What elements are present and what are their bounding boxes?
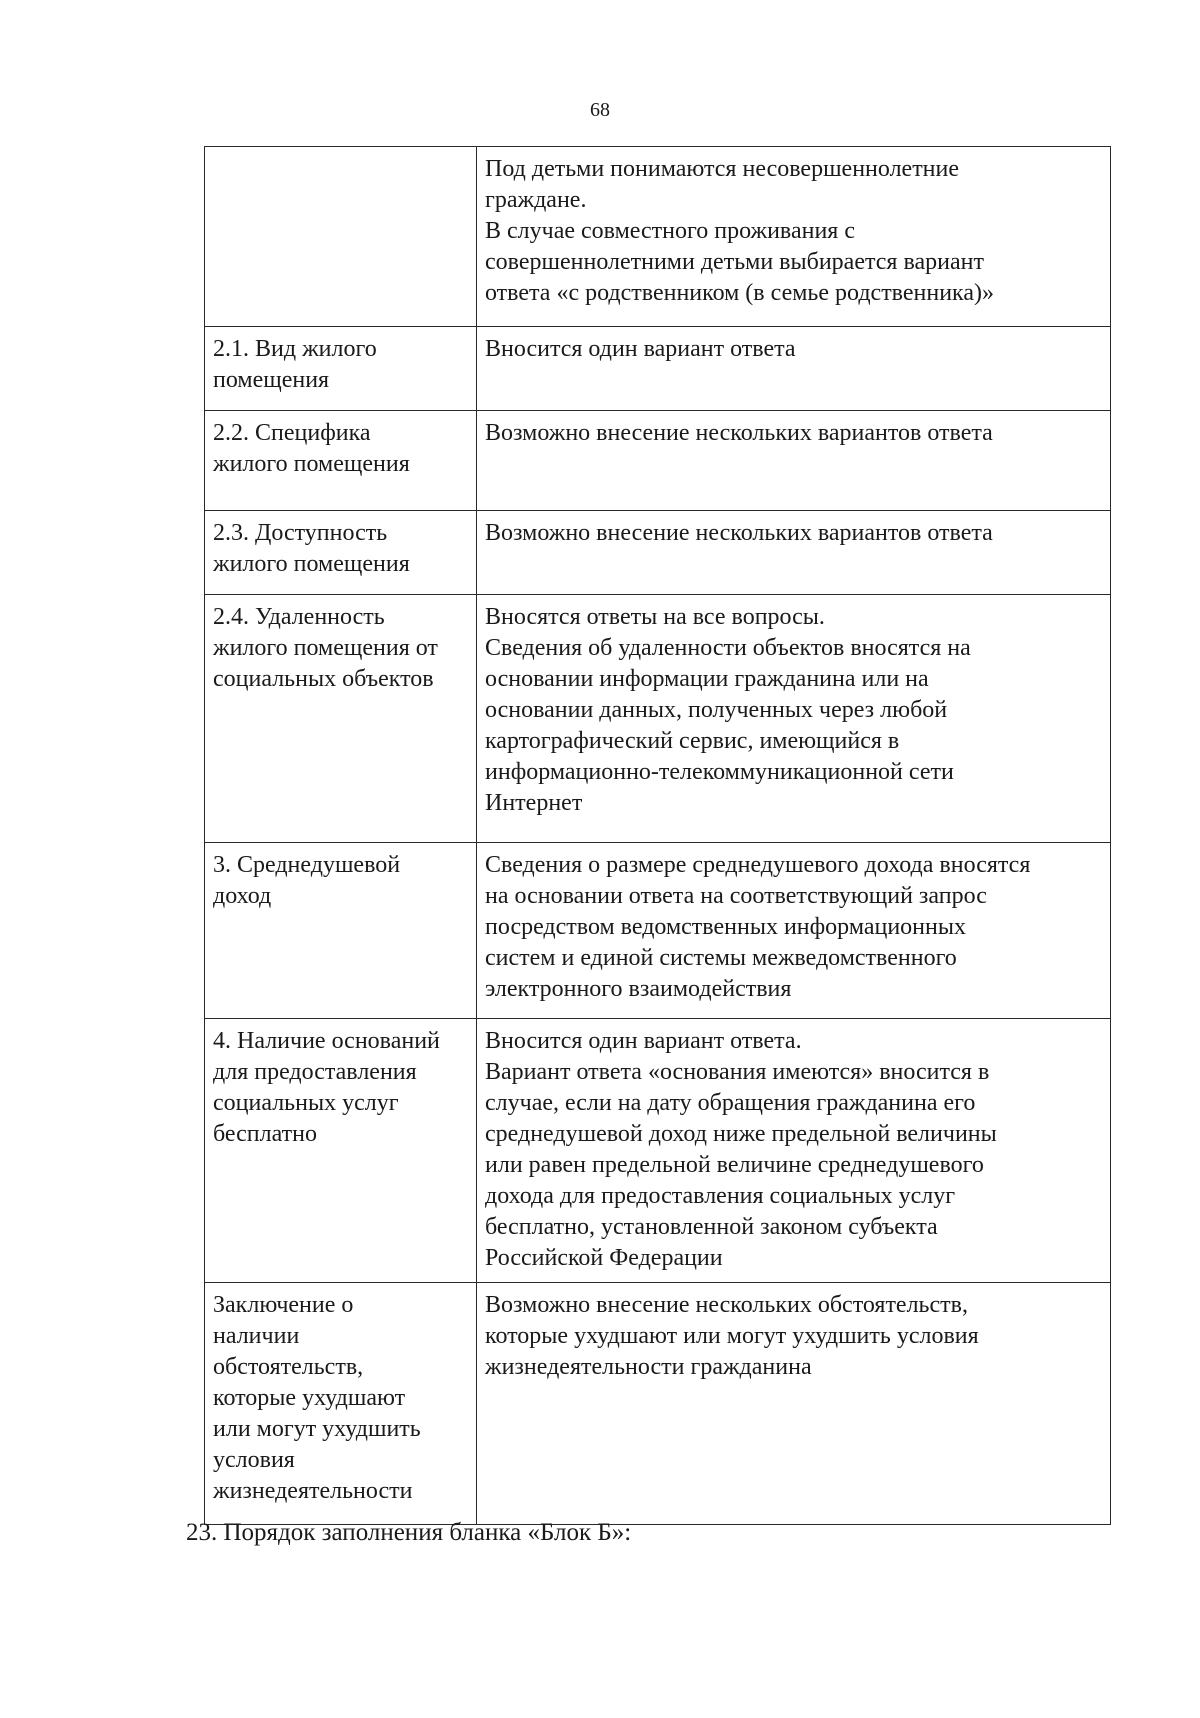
instructions-table [204,146,1111,1525]
table-cell-field: 2.2. Специфика жилого помещения [205,411,477,511]
table-cell-field: 2.4. Удаленность жилого помещения от социальных объектов [205,595,477,843]
table-cell-field: 4. Наличие оснований для предоставления социальных услуг бесплатно [205,1019,477,1283]
table-cell-instruction: Вносится один вариант ответа. Вариант ответа «основания имеются» вносится в случае, если на дату обращения гражданина его среднедушевой доход ниже предельной величины или равен предельной величине среднедушевого дохода для предоставления социальных услуг бесплатно, установленной законом субъекта Российской Федерации [477,1019,1111,1283]
table-row [205,147,1111,327]
table-cell-instruction: Под детьми понимаются несовершеннолетние граждане. В случае совместного проживания с совершеннолетними детьми выбирается вариант ответа «с родственником (в семье родственника)» [477,147,1111,327]
table-cell-field [205,147,477,327]
table-cell-field: Заключение о наличии обстоятельств, которые ухудшают или могут ухудшить условия жизнедеятельности [205,1283,477,1525]
table-cell-instruction: Возможно внесение нескольких вариантов ответа [477,511,1111,595]
table-row [205,411,1111,511]
table-cell-field: 2.1. Вид жилого помещения [205,327,477,411]
page-number: 68 [590,99,610,121]
table-cell-instruction: Сведения о размере среднедушевого дохода вносятся на основании ответа на соответствующий запрос посредством ведомственных информационных систем и единой системы межведомственного электронного взаимодействия [477,843,1111,1019]
table-row [205,327,1111,411]
table-row [205,511,1111,595]
table-cell-instruction: Возможно внесение нескольких обстоятельств, которые ухудшают или могут ухудшить условия жизнедеятельности гражданина [477,1283,1111,1525]
table-cell-instruction: Вносится один вариант ответа [477,327,1111,411]
table-cell-instruction: Возможно внесение нескольких вариантов ответа [477,411,1111,511]
table-row [205,1283,1111,1525]
table-row [205,843,1111,1019]
table-cell-field: 2.3. Доступность жилого помещения [205,511,477,595]
table-row [205,595,1111,843]
section-heading: 23. Порядок заполнения бланка «Блок Б»: [186,1519,632,1546]
table-cell-field: 3. Среднедушевой доход [205,843,477,1019]
table-cell-instruction: Вносятся ответы на все вопросы. Сведения об удаленности объектов вносятся на основании информации гражданина или на основании данных, полученных через любой картографический сервис, имеющийся в информационно-телекоммуникационной сети Интернет [477,595,1111,843]
table-row [205,1019,1111,1283]
